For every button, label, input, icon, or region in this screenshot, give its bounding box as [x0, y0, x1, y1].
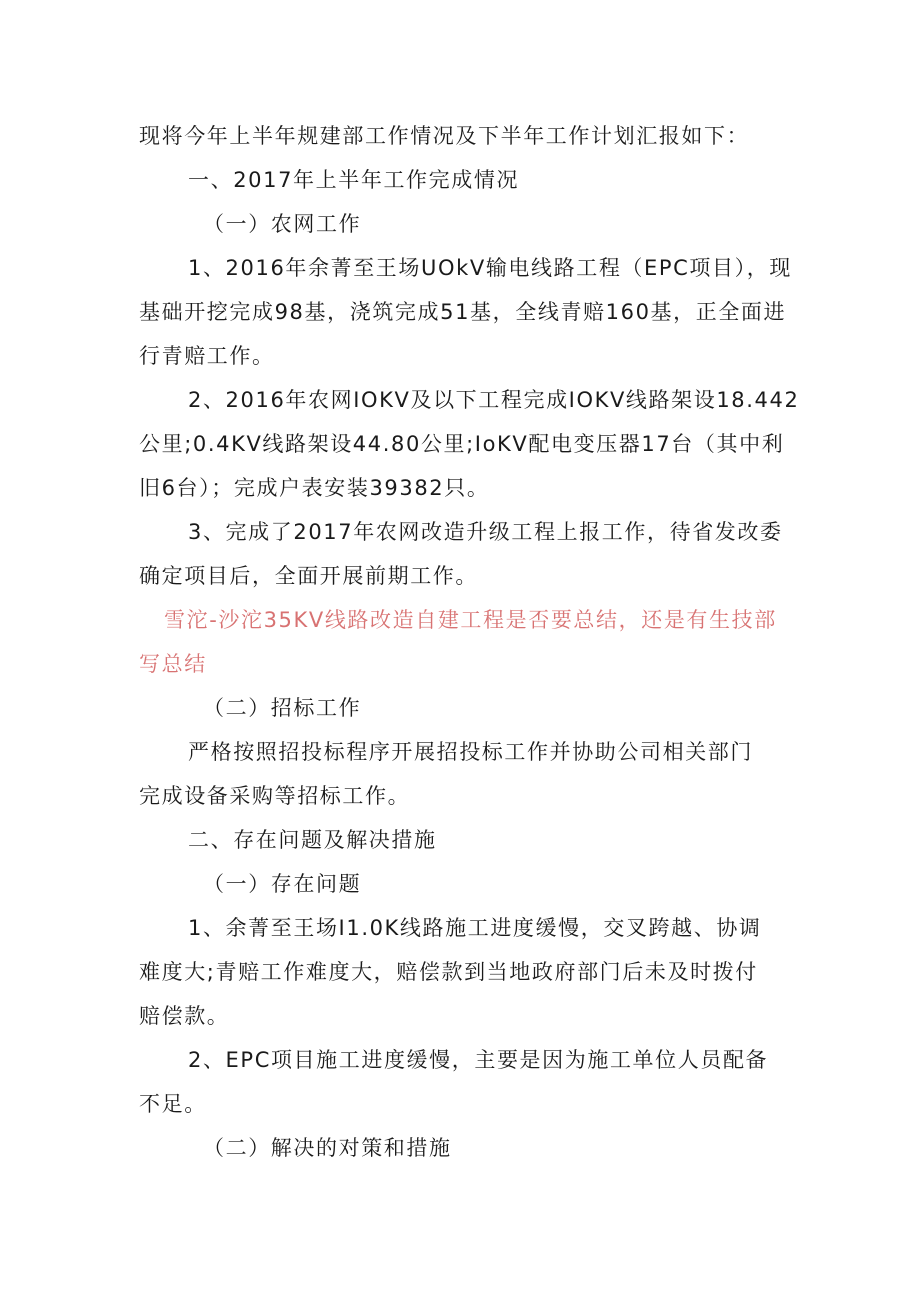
problem-1-line-2: 难度大;青赔工作难度大，赔偿款到当地政府部门后未及时拨付 — [139, 960, 758, 984]
subheading-rural-grid: （一）农网工作 — [203, 212, 362, 236]
item-1-line-1: 1、2016年余菁至王场UOkV输电线路工程（EPC项目），现 — [188, 256, 792, 280]
intro-paragraph: 现将今年上半年规建部工作情况及下半年工作计划汇报如下： — [139, 124, 750, 148]
section-heading-problems: 二、存在问题及解决措施 — [188, 828, 437, 852]
item-2-line-1: 2、2016年农网IOKV及以下工程完成IOKV线路架设18.442 — [188, 388, 800, 412]
item-2-line-2: 公里;0.4KV线路架设44.80公里;IoKV配电变压器17台（其中利 — [139, 432, 785, 456]
subheading-tender-work: （二）招标工作 — [203, 696, 362, 720]
item-1-line-2: 基础开挖完成98基，浇筑完成51基，全线青赔160基，正全面进 — [139, 300, 787, 324]
tender-line-1: 严格按照招投标程序开展招投标工作并协助公司相关部门 — [188, 740, 753, 764]
review-note-line-2: 写总结 — [139, 652, 207, 676]
problem-2-line-2: 不足。 — [139, 1092, 207, 1116]
section-heading-work-completion: 一、2017年上半年工作完成情况 — [188, 168, 520, 192]
item-2-line-3: 旧6台）；完成户表安装39382只。 — [139, 476, 490, 500]
problem-2-line-1: 2、EPC项目施工进度缓慢，主要是因为施工单位人员配备 — [188, 1048, 769, 1072]
subheading-existing-problems: （一）存在问题 — [203, 872, 362, 896]
subheading-countermeasures: （二）解决的对策和措施 — [203, 1136, 452, 1160]
item-1-line-3: 行青赔工作。 — [139, 344, 275, 368]
item-3-line-1: 3、完成了2017年农网改造升级工程上报工作，待省发改委 — [188, 520, 783, 544]
problem-1-line-3: 赔偿款。 — [139, 1004, 230, 1028]
tender-line-2: 完成设备采购等招标工作。 — [139, 784, 411, 808]
problem-1-line-1: 1、余菁至王场I1.0K线路施工进度缓慢，交叉跨越、协调 — [188, 916, 762, 940]
item-3-line-2: 确定项目后，全面开展前期工作。 — [139, 564, 478, 588]
review-note-line-1: 雪沱-沙沱35KV线路改造自建工程是否要总结，还是有生技部 — [164, 608, 777, 632]
